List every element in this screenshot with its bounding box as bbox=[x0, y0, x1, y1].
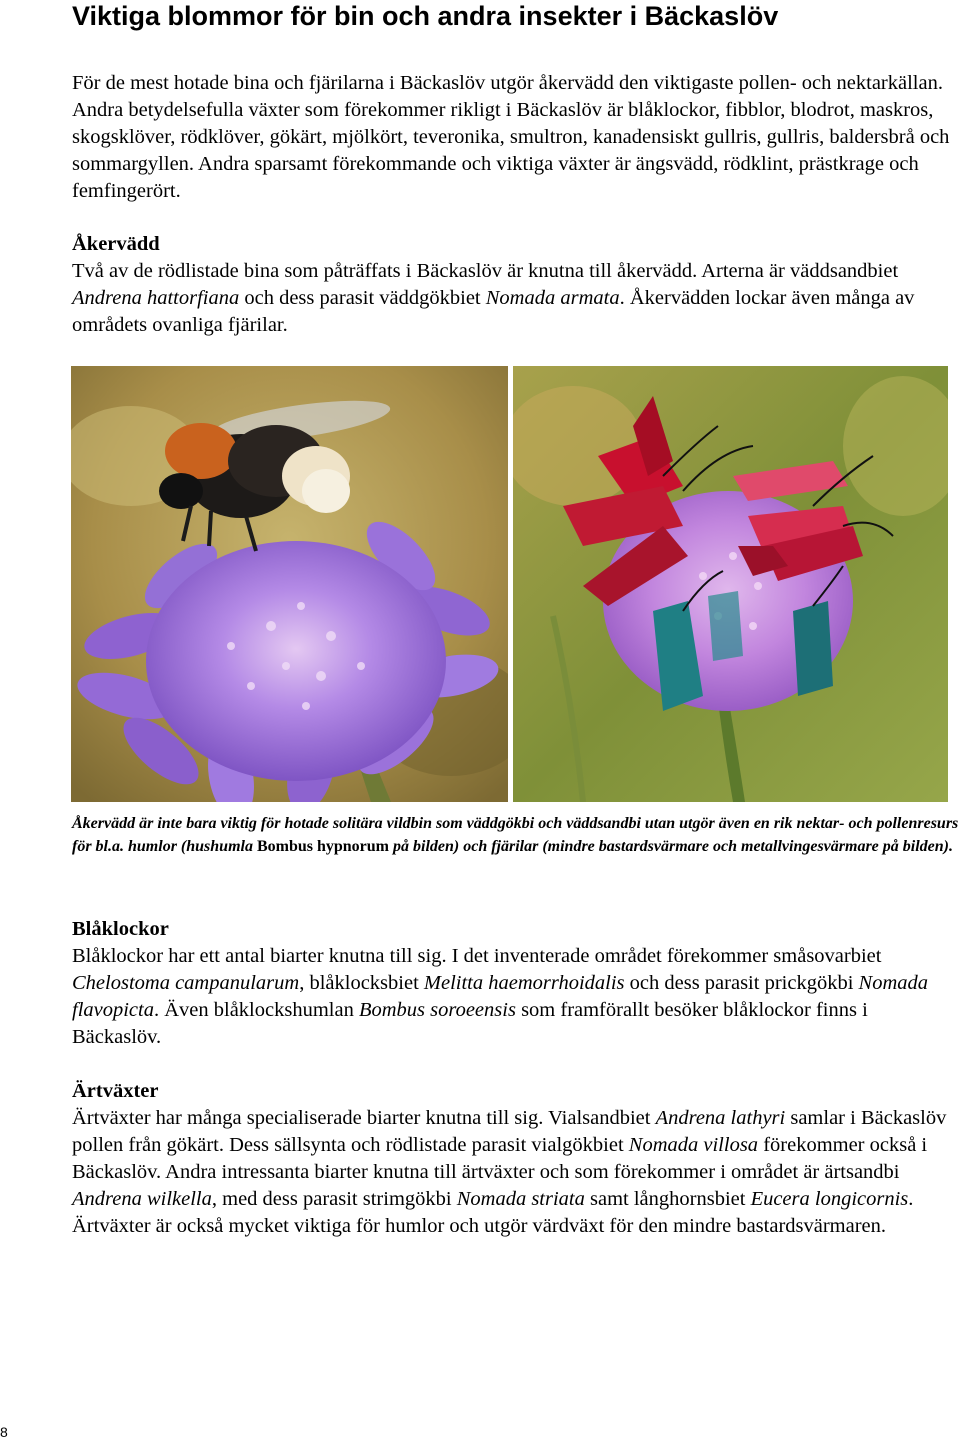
species-name: Andrena wilkella bbox=[72, 1188, 212, 1210]
photo-caption: Åkervädd är inte bara viktig för hotade solitära vildbin som väddgökbi och väddsandbi utan utgör även en rik nektar- och pollenresurs för bl.a. humlor (hushumla Bombus hypnorum på bilden) och fjärilar (mindre bastardsvärmare och metallvingesvärmare på bilden). bbox=[72, 815, 959, 855]
bumblebee-photo bbox=[71, 366, 508, 802]
species-name: Bombus hypnorum bbox=[256, 837, 389, 855]
section-heading-blaklockor: Blåklockor bbox=[72, 918, 169, 940]
species-name: Eucera longicornis bbox=[750, 1188, 909, 1210]
page-title: Viktiga blommor för bin och andra insekter i Bäckaslöv bbox=[72, 1, 779, 31]
blaklockor-paragraph: Blåklockor har ett antal biarter knutna till sig. I det inventerade området förekommer småsovarbiet Chelostoma campanularum, blåklocksbiet Melitta haemorrhoidalis och dess parasit prickgökbi Nomada flavopicta. Även blåklockshumlan Bombus soroeensis som framförallt besöker blåklockor finns i Bäckaslöv. bbox=[72, 945, 929, 1048]
bumblebee-on-flower-image bbox=[71, 366, 508, 802]
moths-on-flower-image bbox=[513, 366, 948, 802]
intro-paragraph: För de mest hotade bina och fjärilarna i Bäckaslöv utgör åkervädd den viktigaste pollen- och nektarkällan. Andra betydelsefulla växter som förekommer rikligt i Bäckaslöv är blåklockor, fibblor, blodrot, maskros, skogsklöver, rödklöver, gökärt, mjölkört, teveronika, smultron, kanadensiskt gullris, gullris, baldersbrå och sommargyllen. Andra sparsamt förekommande och viktiga växter är ängsvädd, rödklint, prästkrage och femfingerört. bbox=[72, 72, 950, 202]
moths-photo bbox=[513, 366, 948, 802]
species-name: Nomada striata bbox=[456, 1188, 585, 1210]
species-name: Chelostoma campanularum bbox=[72, 972, 300, 994]
species-name: Andrena hattorfiana bbox=[72, 287, 240, 309]
species-name: Andrena lathyri bbox=[655, 1107, 786, 1129]
page-number: 8 bbox=[0, 1424, 8, 1440]
species-name: Bombus soroeensis bbox=[358, 999, 516, 1021]
artvaxter-paragraph: Ärtväxter har många specialiserade biarter knutna till sig. Vialsandbiet Andrena lathyri samlar i Bäckaslöv pollen från gökärt. Dess sällsynta och rödlistade parasit vialgökbiet Nomada villosa förekommer också i Bäckaslöv. Andra intressanta biarter knutna till ärtväxter och som förekommer i området är ärtsandbi Andrena wilkella, med dess parasit strimgökbi Nomada striata samt långhornsbiet Eucera longicornis. Ärtväxter är också mycket viktiga för humlor och utgör värdväxt för den mindre bastardsvärmaren. bbox=[72, 1107, 947, 1237]
section-heading-akervadd: Åkervädd bbox=[72, 233, 160, 255]
akervadd-paragraph: Två av de rödlistade bina som påträffats i Bäckaslöv är knutna till åkervädd. Arterna är väddsandbiet Andrena hattorfiana och dess parasit väddgökbiet Nomada armata. Åkervädden lockar även många av områdets ovanliga fjärilar. bbox=[72, 260, 915, 336]
species-name: Nomada villosa bbox=[628, 1134, 759, 1156]
section-heading-artvaxter: Ärtväxter bbox=[72, 1080, 159, 1102]
species-name: Melitta haemorrhoidalis bbox=[423, 972, 625, 994]
species-name: Nomada armata bbox=[485, 287, 620, 309]
species-name: Nomada flavopicta bbox=[72, 972, 929, 1021]
